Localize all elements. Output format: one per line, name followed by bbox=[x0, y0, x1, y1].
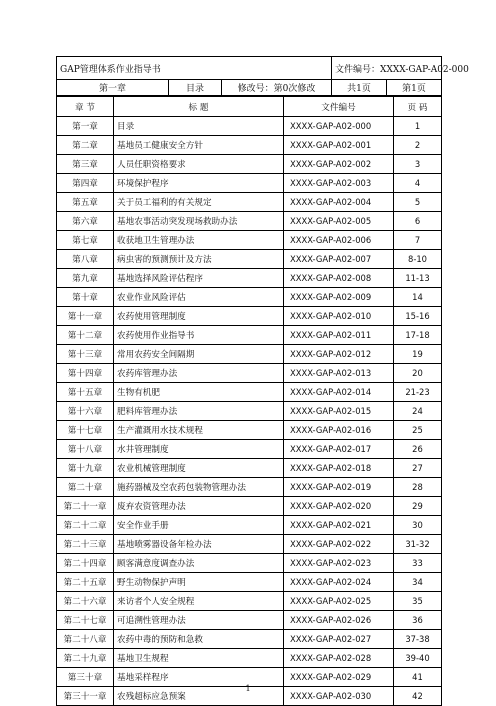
toc-page: 19 bbox=[394, 345, 442, 364]
toc-row bbox=[57, 649, 442, 668]
toc-chapter: 第一章 bbox=[57, 117, 114, 136]
toc-file-number: XXXX-GAP-A02-021 bbox=[284, 516, 394, 535]
toc-file-number: XXXX-GAP-A02-007 bbox=[284, 250, 394, 269]
toc-page: 28 bbox=[394, 478, 442, 497]
toc-page: 29 bbox=[394, 497, 442, 516]
toc-chapter: 第十三章 bbox=[57, 345, 114, 364]
toc-file-number: XXXX-GAP-A02-009 bbox=[284, 288, 394, 307]
toc-row bbox=[57, 307, 442, 326]
toc-chapter: 第十七章 bbox=[57, 421, 114, 440]
toc-file-number: XXXX-GAP-A02-022 bbox=[284, 535, 394, 554]
toc-title: 农药库管理办法 bbox=[114, 364, 284, 383]
toc-file-number: XXXX-GAP-A02-011 bbox=[284, 326, 394, 345]
toc-chapter: 第八章 bbox=[57, 250, 114, 269]
toc-title: 目录 bbox=[114, 117, 284, 136]
toc-page: 42 bbox=[394, 687, 442, 706]
toc-page: 2 bbox=[394, 136, 442, 155]
file-number: XXXX-GAP-A02-000 bbox=[380, 64, 469, 75]
document-page bbox=[56, 56, 469, 706]
toc-row bbox=[57, 554, 442, 573]
chapter-cell: 第一章 bbox=[57, 80, 169, 96]
toc-page: 33 bbox=[394, 554, 442, 573]
toc-page: 14 bbox=[394, 288, 442, 307]
toc-row bbox=[57, 212, 442, 231]
document-header-table bbox=[56, 56, 469, 96]
toc-table bbox=[56, 96, 442, 706]
page-cell: 第1页 bbox=[387, 80, 442, 96]
toc-file-number: XXXX-GAP-A02-030 bbox=[284, 687, 394, 706]
toc-file-number: XXXX-GAP-A02-005 bbox=[284, 212, 394, 231]
toc-page: 1 bbox=[394, 117, 442, 136]
document-title: GAP管理体系作业指导书 bbox=[57, 57, 332, 80]
file-number-cell bbox=[332, 57, 469, 80]
toc-file-number: XXXX-GAP-A02-027 bbox=[284, 630, 394, 649]
toc-page: 4 bbox=[394, 174, 442, 193]
toc-chapter: 第十五章 bbox=[57, 383, 114, 402]
toc-chapter: 第二十九章 bbox=[57, 649, 114, 668]
toc-title: 肥料库管理办法 bbox=[114, 402, 284, 421]
toc-page: 5 bbox=[394, 193, 442, 212]
toc-title: 农业作业风险评估 bbox=[114, 288, 284, 307]
toc-row bbox=[57, 535, 442, 554]
toc-page: 30 bbox=[394, 516, 442, 535]
toc-chapter: 第二十二章 bbox=[57, 516, 114, 535]
toc-row bbox=[57, 630, 442, 649]
toc-row bbox=[57, 288, 442, 307]
toc-page: 25 bbox=[394, 421, 442, 440]
toc-page: 15-16 bbox=[394, 307, 442, 326]
toc-file-number: XXXX-GAP-A02-019 bbox=[284, 478, 394, 497]
toc-row bbox=[57, 345, 442, 364]
toc-chapter: 第二十四章 bbox=[57, 554, 114, 573]
toc-row bbox=[57, 174, 442, 193]
toc-page: 7 bbox=[394, 231, 442, 250]
toc-title: 可追溯性管理办法 bbox=[114, 611, 284, 630]
toc-title: 生产灌溉用水技术规程 bbox=[114, 421, 284, 440]
toc-page: 36 bbox=[394, 611, 442, 630]
toc-row bbox=[57, 421, 442, 440]
toc-row bbox=[57, 592, 442, 611]
toc-page: 6 bbox=[394, 212, 442, 231]
toc-row bbox=[57, 497, 442, 516]
toc-title: 野生动物保护声明 bbox=[114, 573, 284, 592]
toc-row bbox=[57, 269, 442, 288]
toc-row bbox=[57, 231, 442, 250]
toc-chapter: 第十一章 bbox=[57, 307, 114, 326]
toc-page: 24 bbox=[394, 402, 442, 421]
toc-file-number: XXXX-GAP-A02-026 bbox=[284, 611, 394, 630]
toc-page: 27 bbox=[394, 459, 442, 478]
toc-chapter: 第二十七章 bbox=[57, 611, 114, 630]
toc-title: 安全作业手册 bbox=[114, 516, 284, 535]
toc-file-number: XXXX-GAP-A02-001 bbox=[284, 136, 394, 155]
toc-row bbox=[57, 611, 442, 630]
toc-page: 3 bbox=[394, 155, 442, 174]
toc-row bbox=[57, 155, 442, 174]
toc-title: 基地卫生规程 bbox=[114, 649, 284, 668]
toc-title: 来访者个人安全规程 bbox=[114, 592, 284, 611]
toc-page: 35 bbox=[394, 592, 442, 611]
revision-cell: 修改号：第0次修改 bbox=[222, 80, 332, 96]
column-header: 章 节 bbox=[57, 97, 114, 117]
section-cell: 目录 bbox=[169, 80, 222, 96]
toc-file-number: XXXX-GAP-A02-012 bbox=[284, 345, 394, 364]
toc-row bbox=[57, 459, 442, 478]
page-number: 1 bbox=[245, 684, 251, 693]
toc-chapter: 第四章 bbox=[57, 174, 114, 193]
toc-chapter: 第二十五章 bbox=[57, 573, 114, 592]
toc-row bbox=[57, 136, 442, 155]
toc-title: 施药器械及空农药包装物管理办法 bbox=[114, 478, 284, 497]
toc-row bbox=[57, 117, 442, 136]
toc-row bbox=[57, 383, 442, 402]
file-number-label: 文件编号： bbox=[335, 64, 381, 75]
toc-row bbox=[57, 326, 442, 345]
toc-chapter: 第三十一章 bbox=[57, 687, 114, 706]
toc-file-number: XXXX-GAP-A02-017 bbox=[284, 440, 394, 459]
toc-title: 环境保护程序 bbox=[114, 174, 284, 193]
column-header: 标 题 bbox=[114, 97, 284, 117]
toc-chapter: 第十九章 bbox=[57, 459, 114, 478]
toc-row bbox=[57, 478, 442, 497]
toc-body bbox=[57, 117, 442, 706]
toc-chapter: 第二十六章 bbox=[57, 592, 114, 611]
total-pages-cell: 共1页 bbox=[332, 80, 387, 96]
toc-title: 基地员工健康安全方针 bbox=[114, 136, 284, 155]
toc-title: 基地农事活动突发现场救助办法 bbox=[114, 212, 284, 231]
toc-chapter: 第九章 bbox=[57, 269, 114, 288]
toc-chapter: 第二章 bbox=[57, 136, 114, 155]
toc-file-number: XXXX-GAP-A02-018 bbox=[284, 459, 394, 478]
toc-chapter: 第七章 bbox=[57, 231, 114, 250]
toc-file-number: XXXX-GAP-A02-025 bbox=[284, 592, 394, 611]
toc-title: 基地喷雾器设备年检办法 bbox=[114, 535, 284, 554]
toc-title: 顾客满意度调查办法 bbox=[114, 554, 284, 573]
toc-chapter: 第三章 bbox=[57, 155, 114, 174]
toc-file-number: XXXX-GAP-A02-006 bbox=[284, 231, 394, 250]
toc-page: 20 bbox=[394, 364, 442, 383]
toc-page: 41 bbox=[394, 668, 442, 687]
toc-page: 39-40 bbox=[394, 649, 442, 668]
toc-page: 17-18 bbox=[394, 326, 442, 345]
column-header: 文件编号 bbox=[284, 97, 394, 117]
toc-chapter: 第十八章 bbox=[57, 440, 114, 459]
toc-row bbox=[57, 573, 442, 592]
toc-file-number: XXXX-GAP-A02-008 bbox=[284, 269, 394, 288]
toc-chapter: 第二十一章 bbox=[57, 497, 114, 516]
toc-title: 农药中毒的预防和急救 bbox=[114, 630, 284, 649]
toc-page: 31-32 bbox=[394, 535, 442, 554]
toc-file-number: XXXX-GAP-A02-000 bbox=[284, 117, 394, 136]
toc-file-number: XXXX-GAP-A02-015 bbox=[284, 402, 394, 421]
toc-file-number: XXXX-GAP-A02-010 bbox=[284, 307, 394, 326]
toc-file-number: XXXX-GAP-A02-020 bbox=[284, 497, 394, 516]
toc-title: 水井管理制度 bbox=[114, 440, 284, 459]
toc-page: 34 bbox=[394, 573, 442, 592]
toc-file-number: XXXX-GAP-A02-029 bbox=[284, 668, 394, 687]
toc-row bbox=[57, 516, 442, 535]
toc-file-number: XXXX-GAP-A02-002 bbox=[284, 155, 394, 174]
toc-chapter: 第十六章 bbox=[57, 402, 114, 421]
toc-row bbox=[57, 250, 442, 269]
toc-file-number: XXXX-GAP-A02-016 bbox=[284, 421, 394, 440]
toc-file-number: XXXX-GAP-A02-003 bbox=[284, 174, 394, 193]
toc-chapter: 第六章 bbox=[57, 212, 114, 231]
toc-title: 关于员工福利的有关规定 bbox=[114, 193, 284, 212]
toc-header-row bbox=[57, 97, 442, 117]
toc-page: 8-10 bbox=[394, 250, 442, 269]
toc-title: 农药使用管理制度 bbox=[114, 307, 284, 326]
toc-file-number: XXXX-GAP-A02-014 bbox=[284, 383, 394, 402]
toc-chapter: 第十四章 bbox=[57, 364, 114, 383]
toc-title: 常用农药安全间隔期 bbox=[114, 345, 284, 364]
toc-file-number: XXXX-GAP-A02-004 bbox=[284, 193, 394, 212]
toc-chapter: 第二十三章 bbox=[57, 535, 114, 554]
toc-row bbox=[57, 193, 442, 212]
toc-title: 废弃农资管理办法 bbox=[114, 497, 284, 516]
toc-page: 37-38 bbox=[394, 630, 442, 649]
toc-title: 人员任职资格要求 bbox=[114, 155, 284, 174]
toc-row bbox=[57, 402, 442, 421]
toc-title: 农残超标应急预案 bbox=[114, 687, 284, 706]
toc-chapter: 第三十章 bbox=[57, 668, 114, 687]
toc-row bbox=[57, 440, 442, 459]
toc-file-number: XXXX-GAP-A02-028 bbox=[284, 649, 394, 668]
toc-chapter: 第五章 bbox=[57, 193, 114, 212]
column-header: 页 码 bbox=[394, 97, 442, 117]
toc-title: 基地选择风险评估程序 bbox=[114, 269, 284, 288]
toc-file-number: XXXX-GAP-A02-024 bbox=[284, 573, 394, 592]
toc-page: 21-23 bbox=[394, 383, 442, 402]
toc-chapter: 第二十八章 bbox=[57, 630, 114, 649]
toc-chapter: 第十二章 bbox=[57, 326, 114, 345]
toc-page: 11-13 bbox=[394, 269, 442, 288]
toc-row bbox=[57, 364, 442, 383]
toc-chapter: 第二十章 bbox=[57, 478, 114, 497]
toc-page: 26 bbox=[394, 440, 442, 459]
toc-file-number: XXXX-GAP-A02-013 bbox=[284, 364, 394, 383]
toc-title: 农药使用作业指导书 bbox=[114, 326, 284, 345]
toc-chapter: 第十章 bbox=[57, 288, 114, 307]
toc-title: 收获地卫生管理办法 bbox=[114, 231, 284, 250]
toc-title: 基地采样程序 bbox=[114, 668, 284, 687]
toc-file-number: XXXX-GAP-A02-023 bbox=[284, 554, 394, 573]
toc-title: 农业机械管理制度 bbox=[114, 459, 284, 478]
toc-title: 生物有机肥 bbox=[114, 383, 284, 402]
toc-title: 病虫害的预测预计及方法 bbox=[114, 250, 284, 269]
